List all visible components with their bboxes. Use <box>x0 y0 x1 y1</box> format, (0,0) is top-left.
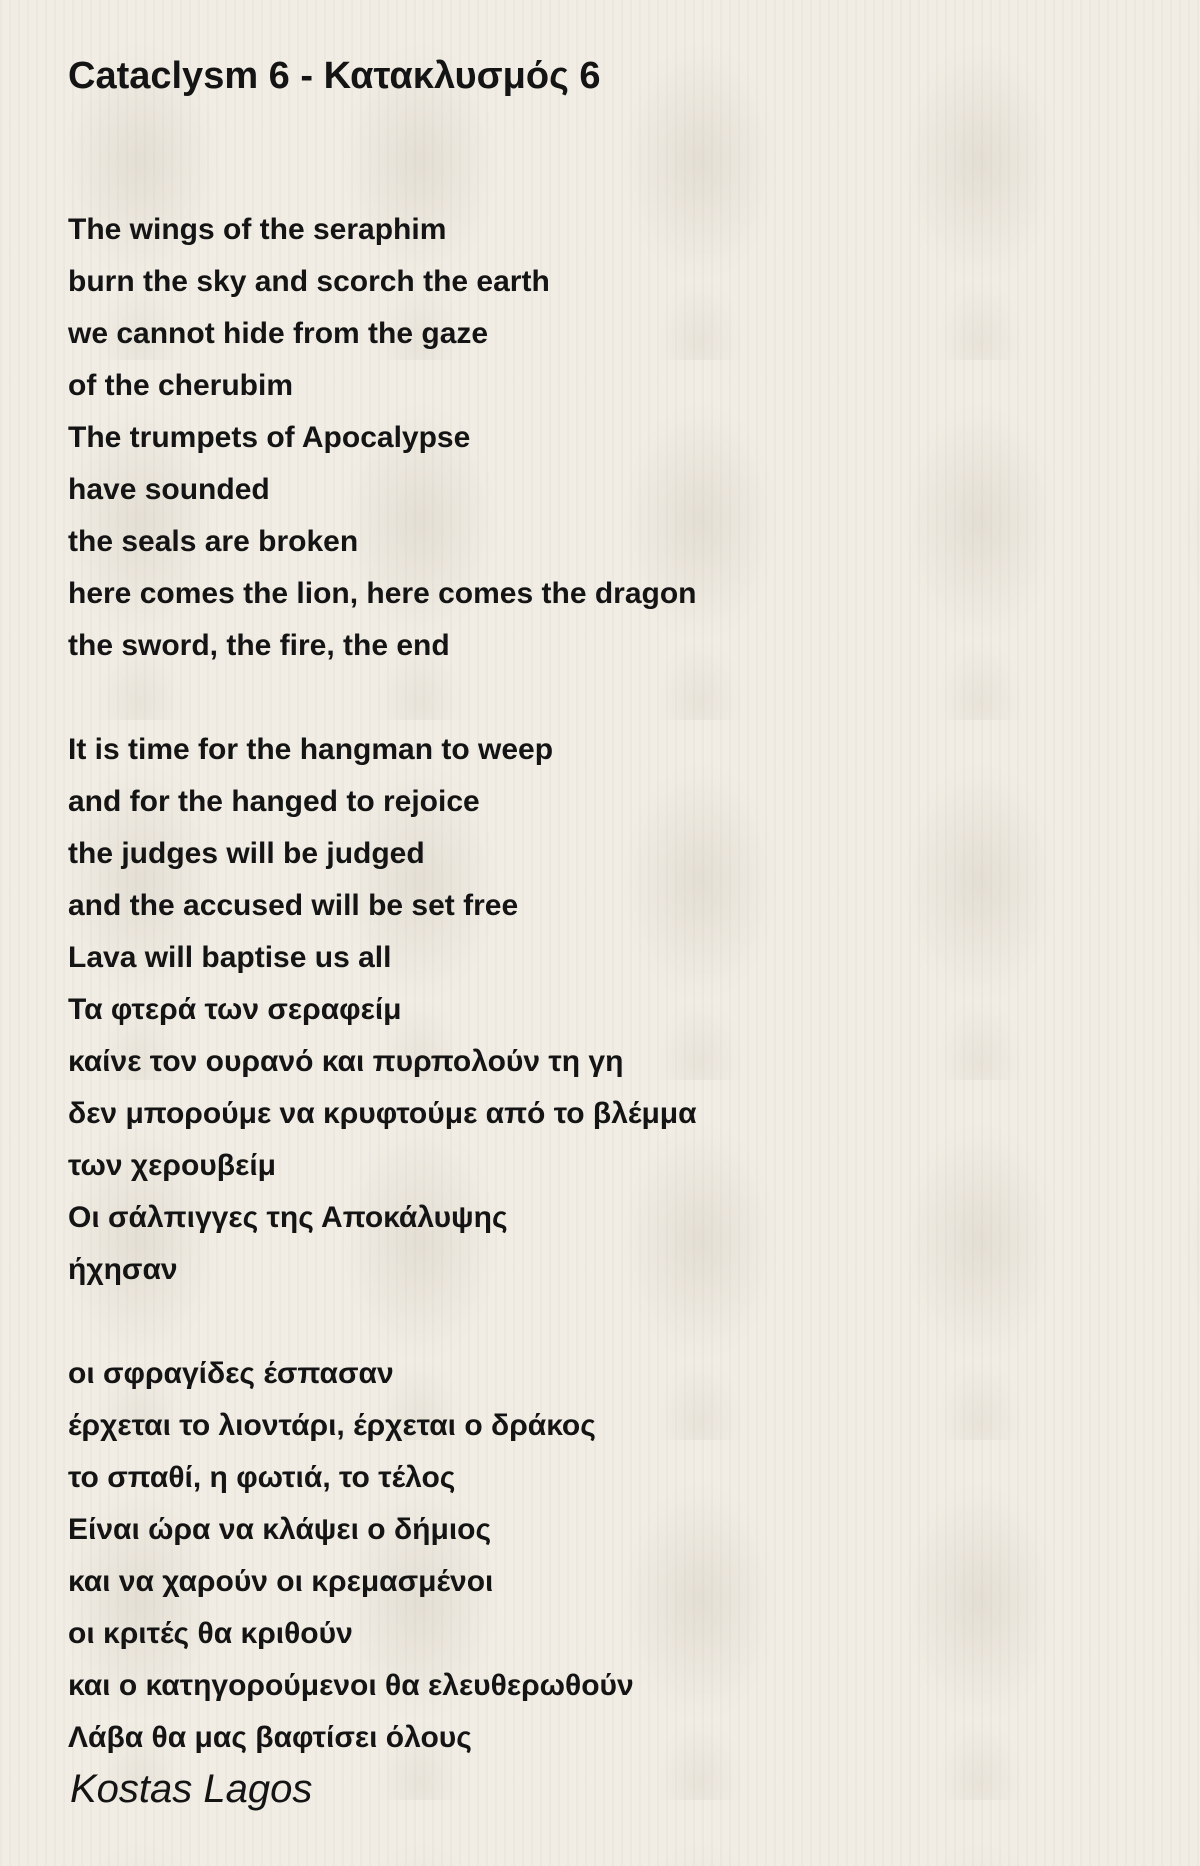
poem-line: Είναι ώρα να κλάψει ο δήμιος <box>68 1513 492 1546</box>
poem-line: Λάβα θα μας βαφτίσει όλους <box>68 1721 472 1754</box>
poem-line: έρχεται το λιοντάρι, έρχεται ο δράκος <box>68 1409 596 1442</box>
poem-line: It is time for the hangman to weep <box>68 733 554 766</box>
poem-line: the sword, the fire, the end <box>68 629 450 662</box>
poem-line: και να χαρούν οι κρεμασμένοι <box>68 1565 494 1598</box>
poem-line: burn the sky and scorch the earth <box>68 265 550 298</box>
poem-line: και ο κατηγορούμενοι θα ελευθερωθούν <box>68 1669 634 1702</box>
poem-line: το σπαθί, η φωτιά, το τέλος <box>68 1461 456 1494</box>
poem-line: ήχησαν <box>68 1253 178 1286</box>
stanza-break <box>68 1296 1128 1348</box>
poem-line: των χερουβείμ <box>68 1149 277 1182</box>
poem-line: Οι σάλπιγγες της Αποκάλυψης <box>68 1201 508 1234</box>
poem-line: we cannot hide from the gaze <box>68 317 489 350</box>
poem-line: of the cherubim <box>68 369 294 402</box>
poem-author: Kostas Lagos <box>70 1767 313 1811</box>
poem-line: the seals are broken <box>68 525 359 558</box>
poem-line: have sounded <box>68 473 270 506</box>
poem-line: and the accused will be set free <box>68 889 519 922</box>
poem-line: οι σφραγίδες έσπασαν <box>68 1357 394 1390</box>
poem-line: The wings of the seraphim <box>68 213 447 246</box>
poem-line: Τα φτερά των σεραφείμ <box>68 993 402 1026</box>
poem-line: The trumpets of Apocalypse <box>68 421 471 454</box>
poem-line: Lava will baptise us all <box>68 941 392 974</box>
poem-body <box>68 204 1128 1764</box>
poem-line: here comes the lion, here comes the dragon <box>68 577 697 610</box>
poem-title: Cataclysm 6 - Κατακλυσμός 6 <box>68 55 601 97</box>
poem-line: the judges will be judged <box>68 837 425 870</box>
poem-line: οι κριτές θα κριθούν <box>68 1617 353 1650</box>
stanza-break <box>68 672 1128 724</box>
poem-line: καίνε τον ουρανό και πυρπολούν τη γη <box>68 1045 624 1078</box>
poem-line: δεν μπορούμε να κρυφτούμε από το βλέμμα <box>68 1097 697 1130</box>
poem-line: and for the hanged to rejoice <box>68 785 480 818</box>
poem-container <box>68 50 1128 1764</box>
